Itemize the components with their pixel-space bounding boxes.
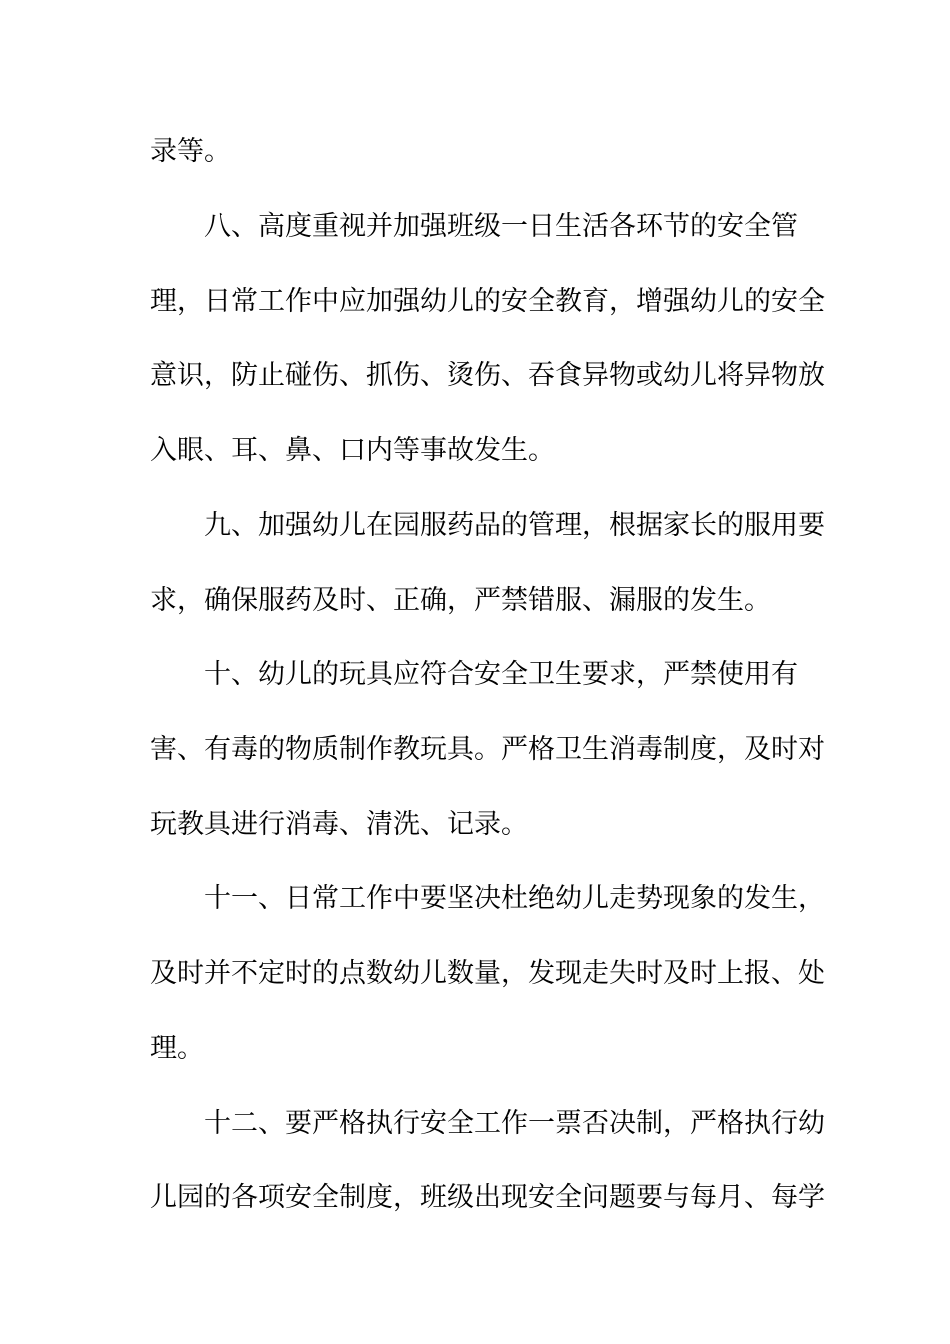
text-line-12: 及时并不定时的点数幼儿数量，发现走失时及时上报、处 bbox=[150, 958, 825, 989]
text-line-3: 理，日常工作中应加强幼儿的安全教育，增强幼儿的安全 bbox=[150, 286, 825, 317]
text-line-2: 八、高度重视并加强班级一日生活各环节的安全管 bbox=[204, 211, 798, 242]
text-line-6: 九、加强幼儿在园服药品的管理，根据家长的服用要 bbox=[204, 510, 825, 541]
text-line-14: 十二、要严格执行安全工作一票否决制，严格执行幼 bbox=[204, 1108, 825, 1139]
text-line-11: 十一、日常工作中要坚决杜绝幼儿走势现象的发生， bbox=[204, 883, 825, 914]
text-line-7: 求，确保服药及时、正确，严禁错服、漏服的发生。 bbox=[150, 585, 771, 616]
text-line-10: 玩教具进行消毒、清洗、记录。 bbox=[150, 809, 528, 840]
text-line-4: 意识，防止碰伤、抓伤、烫伤、吞食异物或幼儿将异物放 bbox=[150, 360, 825, 391]
text-line-5: 入眼、耳、鼻、口内等事故发生。 bbox=[150, 435, 555, 466]
text-line-13: 理。 bbox=[150, 1033, 204, 1064]
text-line-9: 害、有毒的物质制作教玩具。严格卫生消毒制度，及时对 bbox=[150, 734, 825, 765]
text-line-1: 录等。 bbox=[150, 136, 231, 167]
text-line-8: 十、幼儿的玩具应符合安全卫生要求，严禁使用有 bbox=[204, 659, 798, 690]
text-line-15: 儿园的各项安全制度，班级出现安全问题要与每月、每学 bbox=[150, 1182, 825, 1213]
